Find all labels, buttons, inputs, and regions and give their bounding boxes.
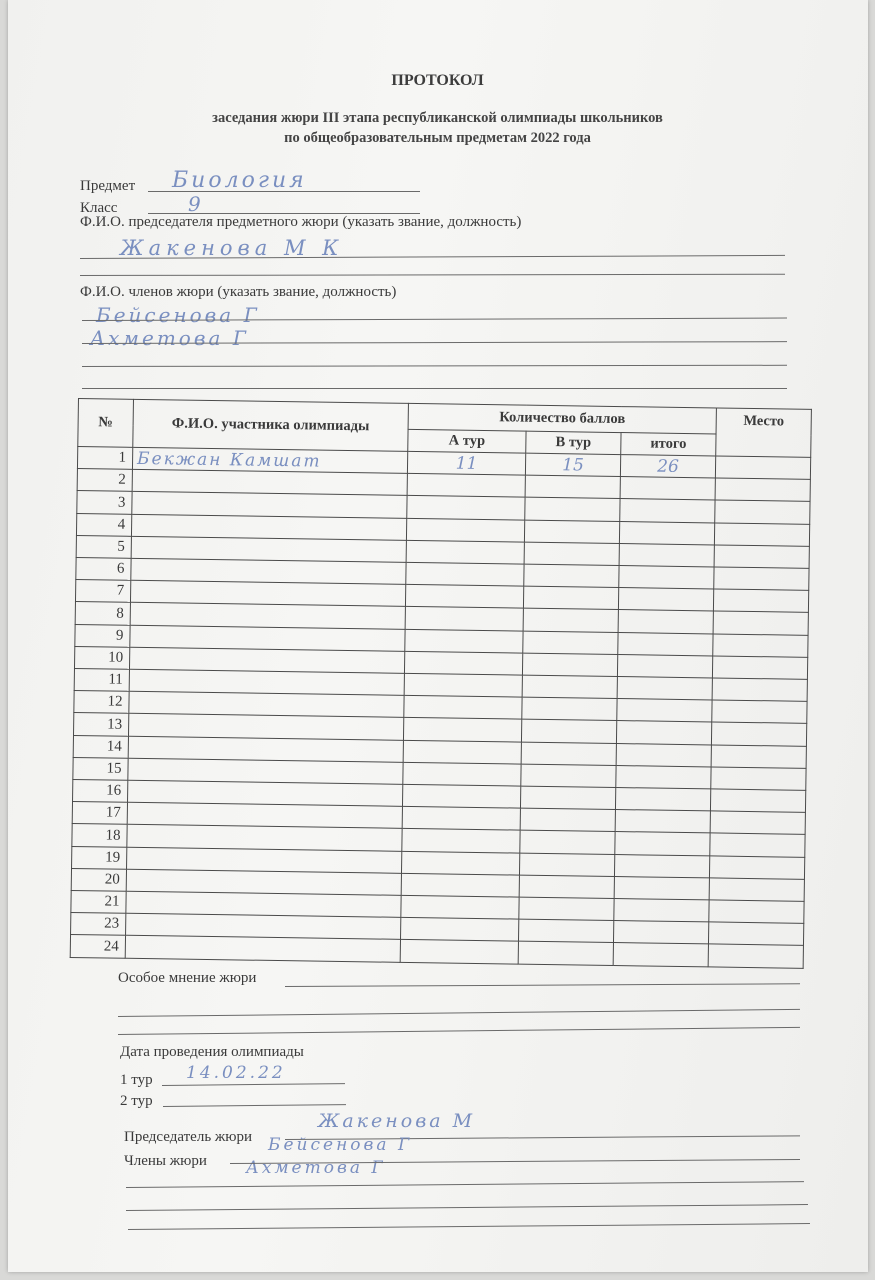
score-a-cell <box>401 895 519 919</box>
score-b-cell <box>519 897 614 921</box>
place-cell <box>711 722 806 746</box>
score-a-cell <box>404 651 522 675</box>
members-label: Ф.И.О. членов жюри (указать звание, должность) <box>80 284 397 300</box>
score-total-cell <box>616 765 711 789</box>
protocol-subtitle-line2: по общеобразовательным предметам 2022 года <box>284 130 591 146</box>
score-b-cell <box>519 875 614 899</box>
score-total-cell <box>617 654 712 678</box>
row-number-cell: 11 <box>74 669 129 692</box>
score-total-cell <box>613 921 708 945</box>
member1-value: Бейсенова Г <box>96 303 260 327</box>
score-b-cell <box>520 831 615 855</box>
place-cell <box>709 878 804 902</box>
place-cell <box>712 700 807 724</box>
score-total-cell <box>617 699 712 723</box>
place-cell <box>712 656 807 680</box>
row-number-cell: 9 <box>75 624 130 647</box>
row-number-cell: 18 <box>72 824 127 847</box>
score-a-cell <box>406 540 524 564</box>
opinion-label: Особое мнение жюри <box>118 970 257 986</box>
score-a-cell <box>402 829 520 853</box>
score-b-cell <box>524 520 619 544</box>
place-cell <box>713 589 808 613</box>
place-cell <box>711 745 806 769</box>
place-cell <box>715 500 810 524</box>
score-a-cell <box>404 696 522 720</box>
row-number-cell: 8 <box>75 602 130 625</box>
protocol-subtitle-line1: заседания жюри III этапа республиканской олимпиады школьников <box>212 110 663 126</box>
score-total-cell <box>620 499 715 523</box>
place-cell <box>713 611 808 635</box>
row-number-cell: 4 <box>76 513 131 536</box>
place-cell <box>712 678 807 702</box>
row-number-cell: 10 <box>74 646 129 669</box>
score-total-cell <box>619 566 714 590</box>
score-a-cell <box>403 718 521 742</box>
score-total-cell <box>614 899 709 923</box>
date-label: Дата проведения олимпиады <box>120 1044 304 1060</box>
chair-sign-value: Жакенова М <box>318 1110 476 1132</box>
score-total-cell <box>618 632 713 656</box>
score-b-cell <box>525 498 620 522</box>
score-total-cell <box>618 588 713 612</box>
col-name-header: Ф.И.О. участника олимпиады <box>133 399 409 451</box>
row-number-cell: 23 <box>71 913 126 936</box>
col-a-header: А тур <box>408 429 526 453</box>
class-value: 9 <box>188 192 204 216</box>
place-cell <box>715 456 810 480</box>
row-number-cell: 14 <box>73 735 128 758</box>
col-num-header: № <box>78 399 134 448</box>
score-a-cell <box>402 784 520 808</box>
score-b-cell <box>518 942 613 966</box>
score-a-cell: 11 <box>407 451 525 475</box>
score-a-cell <box>405 585 523 609</box>
row-number-cell: 1 <box>77 447 132 470</box>
chair-label: Ф.И.О. председателя предметного жюри (указать звание, должность) <box>80 214 522 230</box>
score-b-cell <box>521 720 616 744</box>
score-total-cell <box>619 521 714 545</box>
score-total-cell <box>613 943 708 967</box>
place-cell <box>714 567 809 591</box>
score-b-cell: 15 <box>525 453 620 477</box>
col-place-header: Место <box>716 408 812 457</box>
score-a-cell <box>401 851 519 875</box>
chair-sign-label: Председатель жюри <box>124 1129 253 1145</box>
member2-value: Ахметова Г <box>90 326 250 350</box>
score-total-cell <box>618 610 713 634</box>
col-b-header: В тур <box>526 431 621 454</box>
score-b-cell <box>522 653 617 677</box>
score-b-cell <box>524 542 619 566</box>
score-total-cell <box>620 477 715 501</box>
row-number-cell: 21 <box>71 891 126 914</box>
members-sign-label: Члены жюри <box>124 1153 207 1169</box>
score-total-cell <box>615 810 710 834</box>
place-cell <box>709 900 804 924</box>
place-cell <box>708 922 803 946</box>
row-number-cell: 12 <box>74 691 129 714</box>
score-b-cell <box>525 475 620 499</box>
score-a-cell <box>407 474 525 498</box>
results-table <box>70 398 812 969</box>
place-cell <box>714 523 809 547</box>
row-number-cell: 5 <box>76 535 131 558</box>
score-b-cell <box>523 631 618 655</box>
member1-sign-value: Бейсенова Г <box>268 1135 413 1155</box>
row-number-cell: 3 <box>77 491 132 514</box>
score-a-cell <box>400 940 518 964</box>
score-b-cell <box>523 609 618 633</box>
score-a-cell <box>402 807 520 831</box>
place-cell <box>715 478 810 502</box>
place-cell <box>710 811 805 835</box>
protocol-title: ПРОТОКОЛ <box>391 72 484 89</box>
score-total-cell <box>619 543 714 567</box>
score-total-cell <box>614 876 709 900</box>
members-line-4 <box>82 388 787 389</box>
score-total-cell <box>616 721 711 745</box>
score-total-cell: 26 <box>620 455 715 479</box>
tour1-value: 14.02.22 <box>186 1063 286 1083</box>
score-total-cell <box>615 788 710 812</box>
row-number-cell: 17 <box>72 802 127 825</box>
tour1-label: 1 тур <box>120 1072 153 1088</box>
score-b-cell <box>521 742 616 766</box>
row-number-cell: 6 <box>76 558 131 581</box>
score-a-cell <box>405 629 523 653</box>
score-a-cell <box>403 740 521 764</box>
score-b-cell <box>524 564 619 588</box>
row-number-cell: 2 <box>77 469 132 492</box>
place-cell <box>708 944 803 968</box>
col-total-header: итого <box>621 433 716 456</box>
row-number-cell: 15 <box>73 757 128 780</box>
chair-value: Жакенова М К <box>120 236 344 260</box>
score-a-cell <box>406 518 524 542</box>
score-b-cell <box>520 808 615 832</box>
participant-name-cell <box>125 936 400 963</box>
score-total-cell <box>614 854 709 878</box>
place-cell <box>714 545 809 569</box>
subject-label: Предмет <box>80 178 136 194</box>
place-cell <box>713 634 808 658</box>
row-number-cell: 24 <box>70 935 125 958</box>
place-cell <box>710 789 805 813</box>
place-cell <box>709 856 804 880</box>
score-a-cell <box>400 918 518 942</box>
participant-name-cell: Бекжан Камшат <box>132 447 407 473</box>
score-b-cell <box>519 853 614 877</box>
score-b-cell <box>522 697 617 721</box>
score-a-cell <box>401 873 519 897</box>
col-scores-header: Количество баллов <box>408 403 716 434</box>
row-number-cell: 13 <box>73 713 128 736</box>
member2-sign-value: Ахметова Г <box>246 1158 386 1178</box>
tour2-label: 2 тур <box>120 1093 153 1109</box>
score-a-cell <box>405 607 523 631</box>
score-a-cell <box>406 562 524 586</box>
score-a-cell <box>407 496 525 520</box>
subject-value: Биология <box>172 168 307 193</box>
score-b-cell <box>518 919 613 943</box>
class-label: Класс <box>80 200 118 216</box>
score-b-cell <box>520 786 615 810</box>
score-total-cell <box>615 832 710 856</box>
place-cell <box>711 767 806 791</box>
score-a-cell <box>403 762 521 786</box>
score-b-cell <box>522 675 617 699</box>
row-number-cell: 16 <box>73 780 128 803</box>
place-cell <box>710 833 805 857</box>
score-b-cell <box>521 764 616 788</box>
row-number-cell: 7 <box>75 580 130 603</box>
row-number-cell: 20 <box>71 868 126 891</box>
score-b-cell <box>523 586 618 610</box>
score-total-cell <box>617 677 712 701</box>
score-a-cell <box>404 673 522 697</box>
score-total-cell <box>616 743 711 767</box>
row-number-cell: 19 <box>72 846 127 869</box>
